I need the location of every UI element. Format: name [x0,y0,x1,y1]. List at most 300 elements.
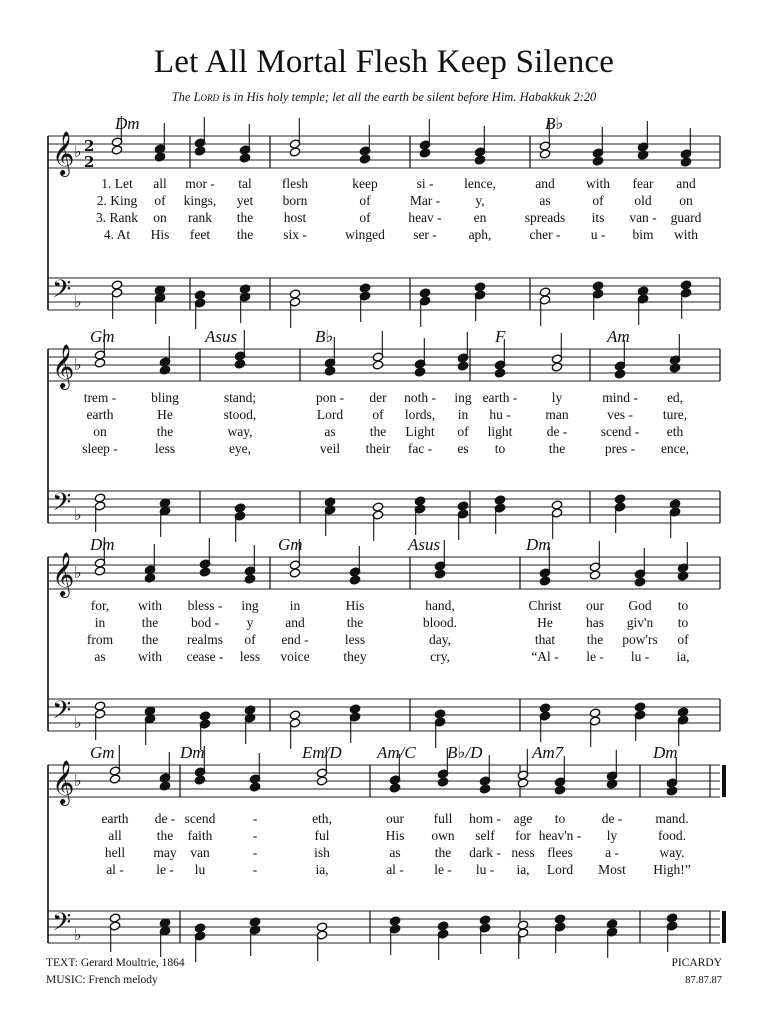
treble-clef-icon: 𝄞 [52,344,75,388]
lyric-syllable: as [539,193,551,208]
tune-name: PICARDY [671,957,722,969]
treble-note [109,774,120,784]
treble-note [474,155,485,165]
lyric-syllable: host [283,210,307,225]
bass-note [194,290,205,300]
bass-note [199,711,210,721]
lyric-syllable: Mar - [409,193,441,208]
lyric-syllable: to [677,615,689,630]
bass-note [539,703,550,713]
chord-symbol: Dm [115,114,140,133]
lyric-syllable: of [372,407,384,422]
lyric-syllable: 3. Rank [96,210,138,225]
key-flat-icon: ♭ [74,505,82,524]
bass-note [349,704,360,714]
treble-note [494,368,505,378]
lyric-syllable: the [141,615,159,630]
bass-note [592,281,603,291]
lyric-syllable: stood, [223,407,257,422]
bass-note [94,493,105,503]
lyric-syllable: earth [86,407,114,422]
lyric-syllable: voice [280,649,310,664]
bass-note [680,280,691,290]
lyric-syllable: the [548,441,566,456]
chord-symbol: Gm [90,743,115,762]
lyric-syllable: stand; [223,390,257,405]
lyric-syllable: the [346,615,364,630]
lyric-syllable: His [385,828,405,843]
lyric-syllable: mand. [655,811,689,826]
lyric-syllable: flesh [281,176,309,191]
chord-symbol: Dm [526,535,551,554]
lyric-syllable: lu - [475,862,495,877]
lyric-syllable: ser - [413,227,437,242]
lyric-syllable: in [94,615,106,630]
lyric-syllable: of [677,632,689,647]
treble-note [606,779,617,789]
lyric-syllable: trem - [83,390,117,405]
lyric-syllable: - [252,828,258,843]
treble-note [359,154,370,164]
subtitle-lord: Lord [193,90,220,104]
lyric-syllable: sleep - [82,441,118,456]
lyric-syllable: with [585,176,611,191]
lyric-syllable: age [513,811,533,826]
lyric-syllable: en [473,210,487,225]
music-credit: MUSIC: French melody [46,974,158,986]
chord-symbol: Am [607,327,630,346]
lyric-syllable: that [534,632,556,647]
bass-note [239,284,250,294]
treble-clef-icon: 𝄞 [52,131,75,175]
treble-clef-icon: 𝄞 [52,552,75,596]
lyric-syllable: veil [319,441,341,456]
lyric-syllable: all [108,828,122,843]
key-flat-icon: ♭ [74,355,82,374]
lyric-syllable: and [535,176,555,191]
lyric-syllable: may [153,845,177,860]
lyric-syllable: own [431,828,455,843]
lyric-syllable: Christ [528,598,562,613]
lyric-syllable: al - [386,862,404,877]
lyric-syllable: realms [187,632,223,647]
bass-note [434,709,445,719]
bass-note [539,287,550,297]
bass-note [457,501,468,511]
treble-note [194,146,205,156]
lyric-syllable: of [244,632,256,647]
key-flat-icon: ♭ [74,563,82,582]
lyric-syllable: hom - [469,811,501,826]
lyric-syllable: cease - [186,649,224,664]
lyric-syllable: Lord [316,407,344,422]
chord-symbol: Gm [90,327,115,346]
key-flat-icon: ♭ [74,771,82,790]
lyric-syllable: the [586,632,604,647]
bass-note [606,919,617,929]
bass-note [372,502,383,512]
lyric-syllable: all [153,176,167,191]
lyric-syllable: day, [429,632,451,647]
key-flat-icon: ♭ [74,142,82,161]
lyric-syllable: man [545,407,569,422]
treble-note [589,570,600,580]
bass-note [634,702,645,712]
chord-symbol: Gm [278,535,303,554]
lyric-syllable: on [679,193,693,208]
bass-note [94,701,105,711]
lyric-syllable: - [252,862,258,877]
lyric-syllable: winged [345,227,385,242]
lyric-syllable: noth - [404,390,436,405]
lyric-syllable: as [389,845,401,860]
bass-note [359,283,370,293]
lyric-syllable: 4. At [103,227,131,242]
treble-note [289,568,300,578]
bass-note [249,917,260,927]
lyric-syllable: the [156,828,174,843]
bass-note [554,914,565,924]
treble-clef-icon: 𝄞 [52,760,75,804]
lyric-syllable: cry, [430,649,450,664]
lyric-syllable: giv'n [626,615,654,630]
lyric-syllable: and [676,176,696,191]
treble-note [434,569,445,579]
bass-clef-icon: 𝄢 [52,275,72,310]
lyric-syllable: ence, [660,441,690,456]
bass-note [517,920,528,930]
treble-note [249,782,260,792]
lyric-syllable: they [343,649,367,664]
bass-note [234,503,245,513]
lyric-syllable: scend - [600,424,640,439]
lyric-syllable: es [457,441,469,456]
subtitle-post: is in His holy temple; let all the earth be silent before Him. Habakkuk 2:20 [219,90,597,104]
lyric-syllable: bless - [187,598,223,613]
chord-symbol: Dm [90,535,115,554]
tune-meta [672,955,722,989]
treble-note [479,784,490,794]
lyric-syllable: to [677,598,689,613]
lyric-syllable: as [94,649,106,664]
lyric-syllable: in [289,598,301,613]
lyric-syllable: van [190,845,210,860]
treble-note [551,362,562,372]
bass-note [479,915,490,925]
treble-note [419,148,430,158]
lyric-syllable: of [154,193,166,208]
time-sig-bottom: 2 [84,153,95,171]
meter: 87.87.87 [685,975,722,986]
lyric-syllable: His [345,598,365,613]
lyric-syllable: scend [184,811,216,826]
chord-symbol: F [495,327,506,346]
lyric-syllable: Lord [546,862,574,877]
lyric-syllable: earth - [482,390,518,405]
lyric-syllable: ia, [315,862,329,877]
bass-note [194,923,205,933]
lyric-syllable: mind - [602,390,638,405]
treble-note [389,783,400,793]
chord-symbol: B♭ [545,114,564,133]
lyric-syllable: the [369,424,387,439]
lyric-syllable: their [365,441,391,456]
lyric-syllable: rank [188,210,212,225]
treble-note [159,781,170,791]
lyric-syllable: flees [547,845,573,860]
lyric-syllable: High!” [653,862,691,877]
lyric-syllable: from [86,632,114,647]
lyric-syllable: the [156,424,174,439]
bass-note [111,280,122,290]
lyric-syllable: y [246,615,254,630]
lyric-syllable: less [154,441,176,456]
lyric-syllable: hand, [425,598,455,613]
lyric-syllable: ed, [666,390,684,405]
lyric-syllable: ia, [516,862,530,877]
lyric-syllable: bim [632,227,654,242]
lyric-syllable: le - [434,862,452,877]
lyric-syllable: cher - [529,227,561,242]
lyric-syllable: ly [606,828,618,843]
lyric-syllable: y, [475,193,485,208]
chord-symbol: Em/D [302,743,342,762]
treble-note [414,367,425,377]
lyric-syllable: light [487,424,513,439]
bass-note [669,499,680,509]
treble-note [637,150,648,160]
lyric-syllable: heav - [408,210,442,225]
chord-symbol: Dm [653,743,678,762]
lyric-syllable: ing [241,598,259,613]
lyric-syllable: for, [90,598,110,613]
key-flat-icon: ♭ [74,925,82,944]
time-sig-top: 2 [84,137,95,155]
lyric-syllable: earth [101,811,129,826]
lyric-syllable: tal [238,176,252,191]
bass-clef-icon: 𝄢 [52,696,72,731]
lyric-syllable: its [591,210,605,225]
lyric-syllable: to [494,441,506,456]
lyric-syllable: faith [187,828,213,843]
treble-note [457,361,468,371]
lyric-syllable: le - [156,862,174,877]
lyric-syllable: kings, [183,193,217,208]
lyric-syllable: ia, [676,649,690,664]
lyric-syllable: eth [666,424,684,439]
lyric-syllable: blood. [422,615,458,630]
lyric-syllable: on [153,210,167,225]
bass-note [677,707,688,717]
lyric-syllable: pon - [315,390,345,405]
treble-note [554,785,565,795]
treble-note [234,359,245,369]
lyric-syllable: the [236,227,254,242]
lyric-syllable: six - [283,227,307,242]
lyric-syllable: less [344,632,366,647]
lyric-syllable: eth, [312,811,332,826]
lyric-syllable: has [586,615,604,630]
lyric-syllable: our [586,598,604,613]
lyric-syllable: ish [314,845,330,860]
treble-note [372,360,383,370]
lyric-syllable: feet [189,227,211,242]
treble-note [239,153,250,163]
lyric-syllable: less [239,649,261,664]
lyric-syllable: eye, [228,441,252,456]
lyric-syllable: lords, [404,407,436,422]
treble-note [539,149,550,159]
lyric-syllable: ing [454,390,472,405]
treble-note [244,574,255,584]
treble-note [154,152,165,162]
bass-note [494,495,505,505]
lyric-syllable: aph, [468,227,492,242]
lyric-syllable: bling [151,390,179,405]
bass-note [437,921,448,931]
lyric-syllable: - [252,811,258,826]
treble-note [316,776,327,786]
lyric-syllable: yet [236,193,254,208]
chord-symbol: Asus [408,535,441,554]
lyric-syllable: of [457,424,469,439]
bass-note [551,500,562,510]
lyric-syllable: de - [546,424,568,439]
treble-note [289,147,300,157]
lyric-syllable: the [236,210,254,225]
lyric-syllable: in [457,407,469,422]
lyric-syllable: hell [104,845,126,860]
treble-note [634,577,645,587]
lyric-syllable: al - [106,862,124,877]
treble-note [680,157,691,167]
lyric-syllable: spreads [524,210,566,225]
lyric-syllable: si - [416,176,434,191]
lyric-syllable: with [137,598,163,613]
chord-symbol: Asus [205,327,238,346]
lyric-syllable: 1. Let [101,176,133,191]
treble-note [199,567,210,577]
lyric-syllable: - [252,845,258,860]
lyric-syllable: ful [314,828,330,843]
lyric-syllable: of [592,193,604,208]
chord-symbol: Dm [180,743,205,762]
treble-note [669,363,680,373]
treble-note [614,369,625,379]
lyric-syllable: ture, [662,407,688,422]
lyric-syllable: u - [590,227,606,242]
lyric-syllable: and [285,615,305,630]
lyric-syllable: full [433,811,453,826]
bass-note [474,282,485,292]
lyric-syllable: to [554,811,566,826]
bass-note [324,497,335,507]
treble-note [94,358,105,368]
lyric-syllable: de - [601,811,623,826]
lyric-syllable: old [634,193,652,208]
lyric-syllable: lence, [464,176,496,191]
lyric-syllable: with [137,649,163,664]
lyric-syllable: the [141,632,159,647]
lyric-syllable: “Al - [531,649,559,664]
lyric-syllable: bod - [190,615,220,630]
lyric-syllable: heav'n - [538,828,582,843]
bass-note [289,710,300,720]
treble-note [144,573,155,583]
bass-clef-icon: 𝄢 [52,908,72,943]
lyric-syllable: He [157,407,173,422]
treble-note [159,365,170,375]
lyric-syllable: way. [659,845,685,860]
treble-note [437,777,448,787]
lyric-syllable: der [369,390,387,405]
lyric-syllable: hu - [489,407,511,422]
lyric-syllable: ves - [607,407,633,422]
lyric-syllable: with [673,227,699,242]
lyric-syllable: of [359,210,371,225]
subtitle-pre: The [171,90,194,104]
bass-note [109,913,120,923]
lyric-syllable: a - [605,845,619,860]
treble-note [349,575,360,585]
chord-symbol: B♭ [315,327,334,346]
lyric-syllable: guard [670,210,702,225]
lyric-syllable: self [475,828,495,843]
lyric-syllable: food. [657,828,687,843]
lyric-syllable: ness [511,845,535,860]
bass-note [419,288,430,298]
chord-symbol: Am7 [532,743,564,762]
bass-note [316,922,327,932]
treble-note [517,778,528,788]
treble-note [194,775,205,785]
lyric-syllable: keep [352,176,378,191]
bass-clef-icon: 𝄢 [52,488,72,523]
lyric-syllable: lu [194,862,206,877]
credits [46,955,185,989]
lyric-syllable: fac - [407,441,433,456]
treble-note [677,571,688,581]
treble-note [539,576,550,586]
lyric-syllable: on [93,424,107,439]
lyric-syllable: the [434,845,452,860]
treble-note [666,786,677,796]
lyric-syllable: as [324,424,336,439]
bass-note [589,708,600,718]
lyric-syllable: fear [632,176,654,191]
lyric-syllable: way, [227,424,253,439]
bass-note [614,494,625,504]
hymn-title: Let All Mortal Flesh Keep Silence [153,44,615,80]
lyric-syllable: of [359,193,371,208]
chord-symbol: B♭/D [447,743,483,762]
bass-note [637,286,648,296]
treble-note [111,145,122,155]
treble-note [94,566,105,576]
lyric-syllable: 2. King [96,193,138,208]
lyric-syllable: our [386,811,404,826]
lyric-syllable: mor - [185,176,215,191]
key-flat-icon: ♭ [74,292,82,311]
text-credit: TEXT: Gerard Moultrie, 1864 [46,957,185,969]
chord-symbol: Am/C [377,743,416,762]
lyric-syllable: He [537,615,553,630]
bass-note [289,289,300,299]
bass-note [389,916,400,926]
lyric-syllable: for [515,828,531,843]
lyric-syllable: pres - [604,441,636,456]
lyric-syllable: van - [629,210,657,225]
